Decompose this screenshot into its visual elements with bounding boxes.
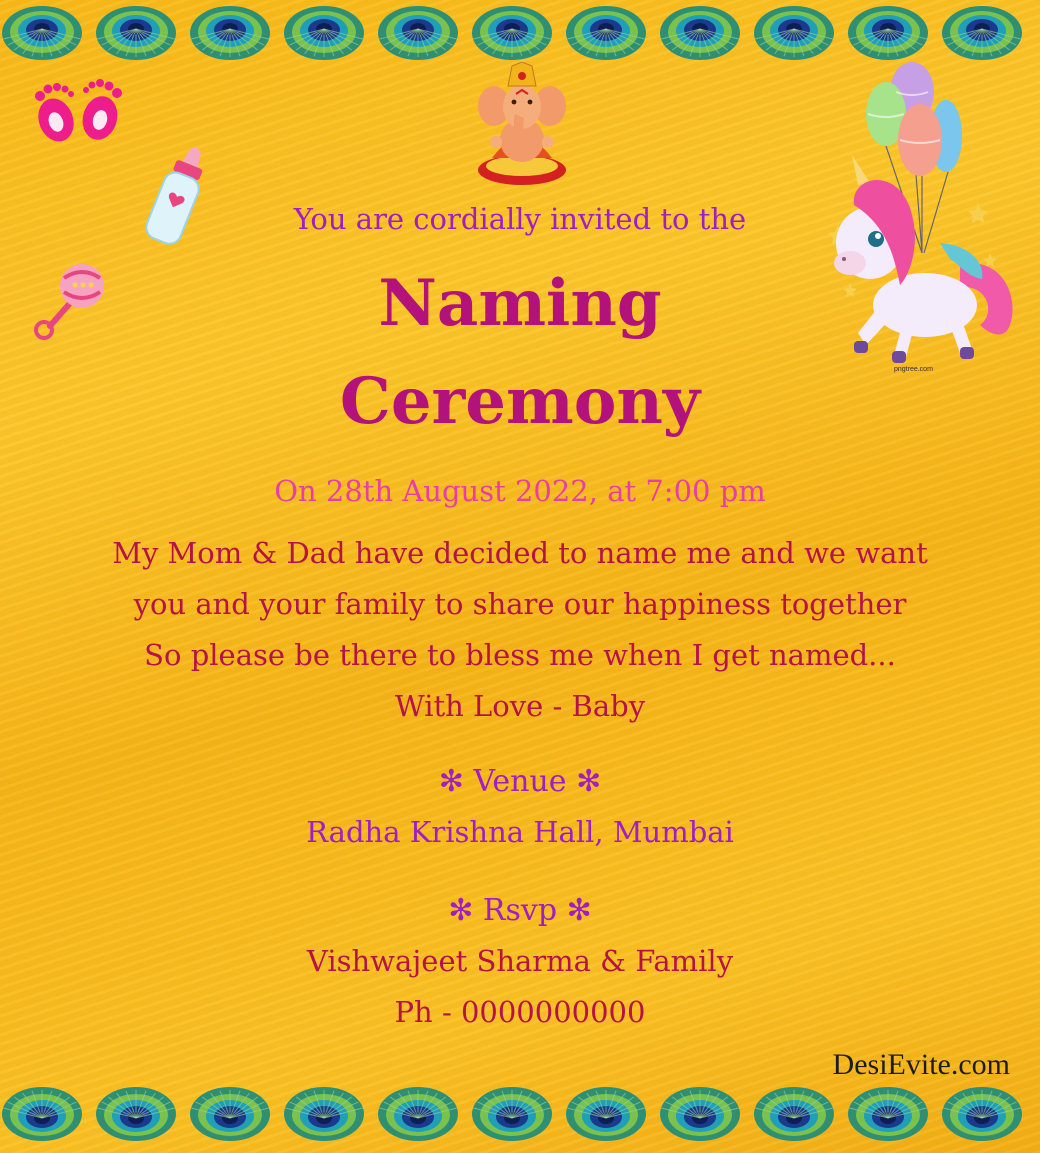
message-line: My Mom & Dad have decided to name me and we want [112,536,928,570]
venue-heading [0,764,1040,799]
asterisk-icon: ✻ [576,764,602,799]
rsvp-label: Rsvp [482,893,558,928]
peacock-feather-icon [754,1087,834,1141]
peacock-feather-icon [2,6,82,60]
peacock-feather-icon [2,1087,82,1141]
title-line-1: Naming [378,266,662,341]
bottom-feather-border [0,1083,1040,1153]
venue-label: Venue [473,764,567,799]
message-line: So please be there to bless me when I get named... [144,638,896,672]
peacock-feather-icon [942,6,1022,60]
peacock-feather-icon [472,1087,552,1141]
brand-watermark: DesiEvite.com [832,1048,1010,1081]
peacock-feather-icon [190,1087,270,1141]
top-feather-border [0,0,1040,64]
rsvp-phone: Ph - 0000000000 [394,995,646,1029]
peacock-feather-icon [284,1087,364,1141]
peacock-feather-icon [660,1087,740,1141]
signature-line: With Love - Baby [394,689,646,723]
rsvp-heading [0,893,1040,928]
intro-line: You are cordially invited to the [293,202,747,236]
event-date: On 28th August 2022, at 7:00 pm [274,474,766,508]
message-line: you and your family to share our happiness together [133,587,907,621]
peacock-feather-icon [190,6,270,60]
asterisk-icon: ✻ [448,893,474,928]
peacock-feather-icon [472,6,552,60]
peacock-feather-icon [96,1087,176,1141]
peacock-feather-icon [566,1087,646,1141]
peacock-feather-icon [848,6,928,60]
peacock-feather-icon [566,6,646,60]
peacock-feather-icon [942,1087,1022,1141]
peacock-feather-icon [754,6,834,60]
peacock-feather-icon [284,6,364,60]
baby-feet-icon [28,78,128,148]
peacock-feather-icon [378,1087,458,1141]
peacock-feather-icon [848,1087,928,1141]
rsvp-name: Vishwajeet Sharma & Family [306,944,734,978]
peacock-feather-icon [96,6,176,60]
peacock-feather-icon [660,6,740,60]
asterisk-icon: ✻ [566,893,592,928]
peacock-feather-icon [378,6,458,60]
asterisk-icon: ✻ [438,764,464,799]
venue-value: Radha Krishna Hall, Mumbai [306,815,734,849]
ganesha-icon [472,62,572,187]
pngtree-watermark: pngtree.com [894,366,933,373]
title-line-2: Ceremony [339,364,701,439]
